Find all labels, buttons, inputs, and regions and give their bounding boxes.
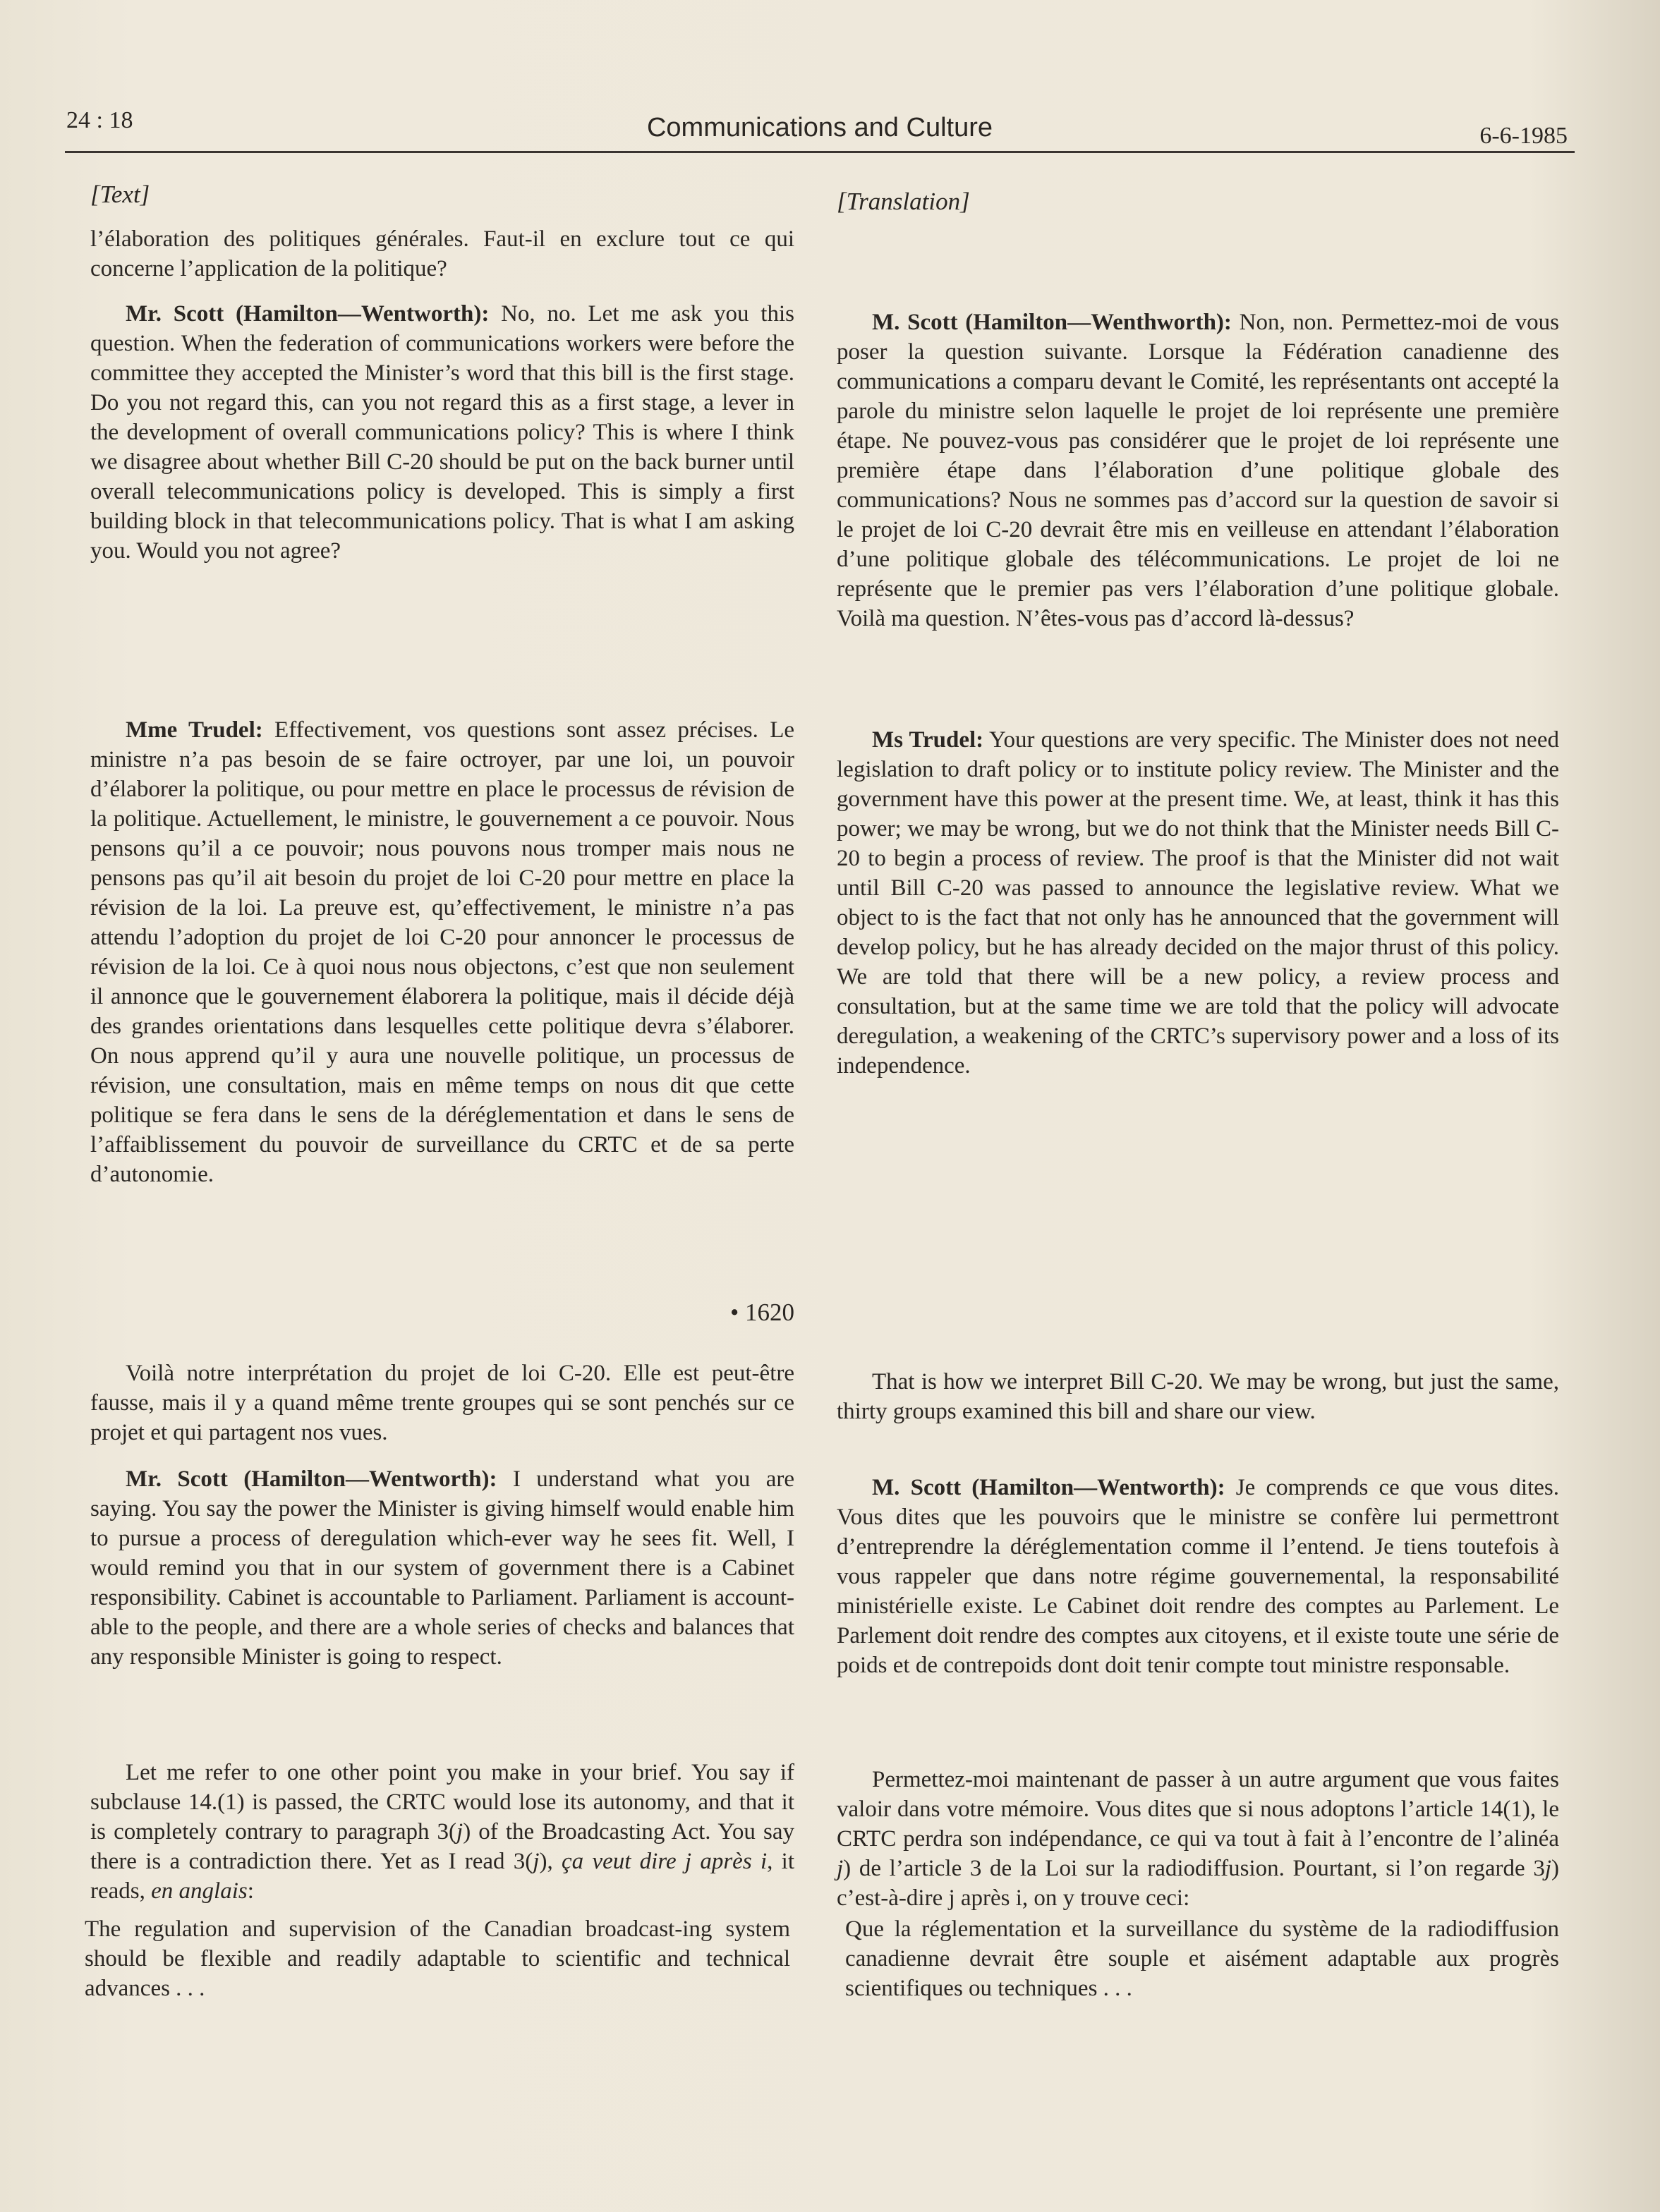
right-p5-italic-j: j	[837, 1856, 844, 1881]
right-p5-text-c: ) c’est-à-dire j après i, on y trouve ceci:	[837, 1856, 1559, 1911]
left-p6-text-c: ),	[539, 1849, 562, 1874]
right-p5-text-b: ) de l’article 3 de la Loi sur la radiodiffusion. Pourtant, si l’on regarde 3	[843, 1856, 1545, 1881]
right-p5-italic-j2: j	[1544, 1856, 1551, 1881]
left-p6-colon: :	[247, 1878, 254, 1904]
right-p5-text-a: Permettez-moi maintenant de passer à un autre argument que vous faites valoir dans votre mémoire. Vous dites que si nous adoptons l’article 14(1), le CRTC perdra son indépendance, ce qui va tout à fait à l’encontre de l’alinéa	[837, 1767, 1559, 1852]
speaker-trudel: Mme Trudel:	[126, 717, 263, 743]
right-tag-block	[837, 187, 1559, 217]
right-paragraph-4	[837, 1473, 1559, 1680]
left-p3-text: Effectivement, vos questions sont assez précises. Le ministre n’a pas besoin de se faire octroyer, par une loi, un pouvoir d’élaborer la politique, ou pour mettre en place le processus de révision de la politique. Actuellement, le ministre, le gouvernement a ce pouvoir. Nous pensons qu’il a ce pouvoir; nous pouvons nous tromper mais nous ne pensons pas qu’il ait besoin du projet de loi C-20 pour mettre en place la révision de la loi. La preuve est, qu’effectivement, le ministre n’a pas attendu l’adoption du projet de loi C-20 pour annoncer le processus de révision de la loi. Ce à quoi nous nous objectons, c’est que non seulement il annonce que le gouvernement élaborera la politique, mais il décide déjà des grandes orientations dans lesquelles cette politique devra s’élaborer. On nous apprend qu’il y aura une nouvelle politique, un processus de révision, une consultation, mais en même temps on nous dit que cette politique se fera dans le sens de la déréglementation et dans le sens de l’affaiblissement du pouvoir de surveillance du CRTC et de sa perte d’autonomie.	[90, 717, 794, 1187]
right-p4-text: Je comprends ce que vous dites. Vous dites que les pouvoirs que le ministre se confère lui permettront d’entreprendre la déréglementation comme il l’entend. Je tiens toutefois à vous rappeler que dans notre régime gouvernemental, la responsabilité ministérielle existe. Le Cabinet doit rendre des comptes au Parlement. Le Parlement doit rendre des comptes aux citoyens, et il existe toute une série de poids et de contrepoids dont doit tenir compte tout ministre responsable.	[837, 1475, 1559, 1678]
timestamp-text: • 1620	[729, 1299, 794, 1326]
left-paragraph-3	[90, 715, 794, 1189]
right-quote	[845, 1914, 1559, 2003]
speaker-scott: M. Scott (Hamilton—Wentworth):	[872, 1475, 1225, 1500]
committee-title: Communications and Culture	[646, 113, 993, 142]
right-p1-text: Non, non. Permettez-moi de vous poser la question suivante. Lorsque la Fédération canadienne des communications a comparu devant le Comité, les représentants ont accepté la parole du ministre selon laquelle le projet de loi représente une première étape. Ne pouvez-vous pas considérer que le projet de loi représente une première étape dans l’élaboration d’une politique globale des communications? Nous ne sommes pas d’accord sur la question de savoir si le projet de loi C-20 devrait être mis en veilleuse en attendant l’élaboration d’une politique globale des télécommunications. Le projet de loi ne représente que le premier pas vers l’élaboration d’une politique globale. Voilà ma question. N’êtes-vous pas d’accord là-dessus?	[837, 310, 1559, 631]
left-p6-french-italic: ça veut dire j après i	[562, 1849, 768, 1874]
speaker-scott: M. Scott (Hamilton—Wenthworth):	[872, 310, 1232, 335]
left-p6-text-a: Let me refer to one other point you make in your brief. You say if subclause 14.(1) is passed, the CRTC would lose its autonomy, and that it is completely contrary to paragraph 3(	[90, 1760, 794, 1845]
right-language-tag: [Translation]	[837, 188, 970, 215]
right-p3-text: That is how we interpret Bill C-20. We may be wrong, but just the same, thirty groups examined this bill and share our view.	[837, 1369, 1559, 1424]
right-quote-text: Que la réglementation et la surveillance du système de la radiodiffusion canadienne devrait être souple et aisément adaptable aux progrès scientifiques ou techniques . . .	[845, 1916, 1559, 2001]
right-paragraph-5	[837, 1765, 1559, 1913]
left-p4-text: Voilà notre interprétation du projet de loi C-20. Elle est peut-être fausse, mais il y a quand même trente groupes qui se sont penchés sur ce projet et qui partagent nos vues.	[90, 1361, 794, 1445]
right-p2-text: Your questions are very specific. The Minister does not need legislation to draft policy or to institute policy review. The Minister and the government have this power at the present time. We, at least, think it has this power; we may be wrong, but we do not think that the Minister needs Bill C-20 to begin a process of review. The proof is that the Minister did not wait until Bill C-20 was passed to announce the legislative review. What we object to is the fact that not only has he announced that the government will develop policy, but he has already decided on the major thrust of this policy. We are told that there will be a new policy, a review process and consultation, but at the same time we are told that the policy will advocate deregulation, a weakening of the CRTC’s supervisory power and a loss of its independence.	[837, 727, 1559, 1078]
meeting-date: 6-6-1985	[1479, 123, 1568, 149]
left-quote	[85, 1914, 790, 2003]
left-paragraph-2	[90, 299, 794, 566]
timestamp	[90, 1298, 794, 1327]
page-header	[65, 106, 1575, 153]
left-p6-italic-j: j	[456, 1819, 464, 1845]
right-paragraph-3	[837, 1367, 1559, 1426]
left-p6-italic-j2: j	[533, 1849, 540, 1874]
left-p6-en-anglais: en anglais	[151, 1878, 248, 1904]
left-p6-text-d: , it reads,	[90, 1849, 794, 1904]
speaker-trudel: Ms Trudel:	[872, 727, 984, 753]
left-paragraph-1	[90, 224, 794, 284]
left-p6-text-b: ) of the Broadcasting Act. You say there is a contradiction there. Yet as I read 3(	[90, 1819, 794, 1874]
left-p1-text: l’élaboration des politiques générales. Faut-il en exclure tout ce qui concerne l’application de la politique?	[90, 226, 794, 281]
left-paragraph-4	[90, 1359, 794, 1447]
speaker-scott: Mr. Scott (Hamilton—Wentworth):	[126, 1466, 497, 1492]
page-number: 24 : 18	[66, 107, 133, 133]
speaker-scott: Mr. Scott (Hamilton—Wentworth):	[126, 301, 490, 327]
left-p5-text: I understand what you are saying. You say the power the Minister is giving himself would enable him to pursue a process of deregulation which-ever way he sees fit. Well, I would remind you that in our system of government there is a Cabinet responsibility. Cabinet is accountable to Parliament. Parliament is account-able to the people, and there are a whole series of checks and balances that any responsible Minister is going to respect.	[90, 1466, 794, 1670]
right-paragraph-1	[837, 308, 1559, 633]
left-p2-text: No, no. Let me ask you this question. When the federation of communications workers were before the committee they accepted the Minister’s word that this bill is the first stage. Do you not regard this, can you not regard this as a first stage, a lever in the development of overall communications policy? This is where I think we disagree about whether Bill C-20 should be put on the back burner until overall telecommunications policy is developed. This is simply a first building block in that telecommunications policy. That is what I am asking you. Would you not agree?	[90, 301, 794, 564]
right-paragraph-2	[837, 725, 1559, 1081]
left-language-tag: [Text]	[90, 181, 150, 208]
left-tag-block	[90, 180, 794, 209]
left-quote-text: The regulation and supervision of the Canadian broadcast-ing system should be flexible and readily adaptable to scientific and technical advances . . .	[85, 1916, 790, 2001]
left-paragraph-6	[90, 1758, 794, 1906]
left-paragraph-5	[90, 1464, 794, 1672]
